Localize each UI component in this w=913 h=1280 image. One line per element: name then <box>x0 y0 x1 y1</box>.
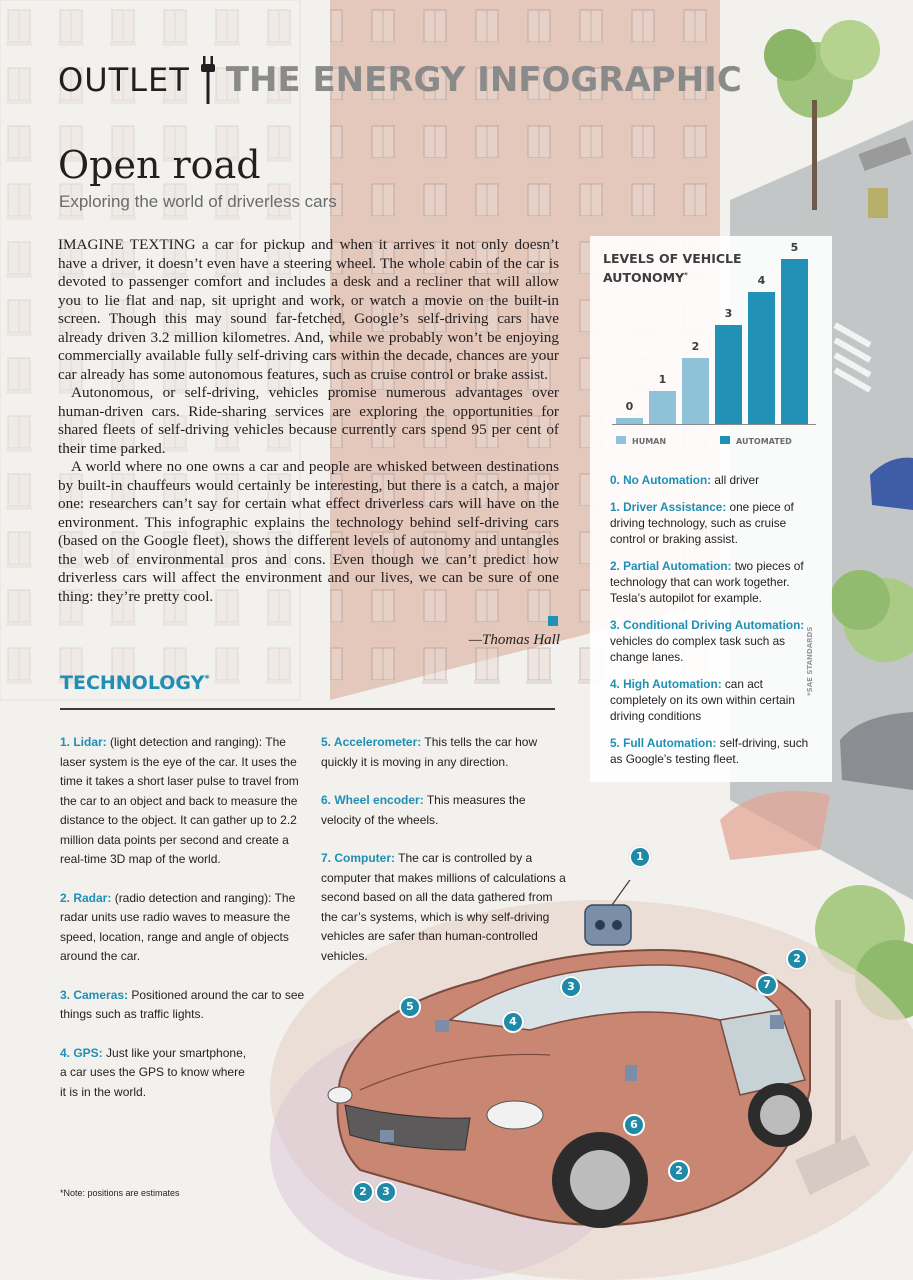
bar-label-1: 1 <box>658 373 667 386</box>
tech-item-text: Positioned around the car to see things such as traffic lights. <box>60 987 305 1021</box>
tech-item-wheel-encoder <box>321 791 551 830</box>
end-mark <box>548 616 558 626</box>
bar-level-3 <box>715 325 742 424</box>
bar-label-2: 2 <box>691 340 700 353</box>
level-text: vehicles do complex task such as change lanes. <box>610 634 786 664</box>
level-definition <box>610 558 820 606</box>
callout-cameras: 3 <box>560 976 582 998</box>
magazine-header <box>58 55 742 105</box>
callout-radar: 2 <box>352 1181 374 1203</box>
technology-column-left <box>60 733 305 1121</box>
callout-cameras: 3 <box>375 1181 397 1203</box>
level-label: 0. No Automation: <box>610 473 712 487</box>
tech-item-radar <box>60 889 305 967</box>
chart-title-asterisk: * <box>684 271 688 279</box>
level-definition <box>610 676 820 724</box>
callout-wheel-encoder: 6 <box>623 1114 645 1136</box>
bar-label-3: 3 <box>724 307 733 320</box>
tech-item-label: 6. Wheel encoder: <box>321 793 424 807</box>
legend-swatch-human <box>616 436 626 444</box>
bar-label-4: 4 <box>757 274 766 287</box>
tech-item-text: The car is controlled by a computer that makes millions of calculations a second based on all the data gathered from the car’s systems, which is why self-driving vehicles are safer than human-controlled vehicles. <box>321 851 566 963</box>
section-title: THE ENERGY INFOGRAPHIC <box>225 60 742 100</box>
chart-title-text: LEVELS OF VEHICLE AUTONOMY <box>603 251 742 286</box>
callout-accelerometer: 5 <box>399 996 421 1018</box>
tech-item-lidar <box>60 733 305 870</box>
technology-heading <box>60 672 210 694</box>
tech-item-text: This tells the car how quickly it is moving in any direction. <box>321 735 538 769</box>
callout-radar: 2 <box>786 948 808 970</box>
plug-icon <box>200 56 216 104</box>
bar-level-1 <box>649 391 676 424</box>
tech-item-cameras <box>60 986 305 1025</box>
legend-swatch-automated <box>720 436 730 444</box>
bar-level-4 <box>748 292 775 424</box>
level-label: 3. Conditional Driving Automation: <box>610 618 805 632</box>
level-definition <box>610 617 820 665</box>
tech-item-text: (light detection and ranging): The laser system is the eye of the car. It uses the time it takes a short laser pulse to travel from the car to an object and back to measure the distance to the object. It can gather up to 2.2 million data points per second and create a real-time 3D map of the world. <box>60 735 299 866</box>
article-paragraph: IMAGINE TEXTING a car for pickup and when it arrives it not only doesn’t have a driver, it doesn’t even have a steering wheel. The whole cabin of the car is devoted to passenger comfort and includes a desk and a recliner that will allow you to lie flat and nap, sit upright and work, or watch a movie on the built-in screen. Though this may sound far-fetched, Google’s self-driving cars have already driven 3.2 million kilometres. And, while we probably won’t be enjoying commercially available fully self-driving cars within the decade, chances are your car already has some autonomous features, such as cruise control or brake assist. <box>58 236 559 383</box>
level-label: 2. Partial Automation: <box>610 559 732 573</box>
tech-item-label: 2. Radar: <box>60 890 112 905</box>
bar-label-0: 0 <box>625 400 634 413</box>
callout-lidar: 1 <box>629 846 651 868</box>
level-label: 4. High Automation: <box>610 677 722 691</box>
tech-item-accelerometer <box>321 733 551 772</box>
tech-item-label: 1. Lidar: <box>60 735 107 749</box>
divider <box>60 708 555 710</box>
callout-gps: 4 <box>502 1011 524 1033</box>
legend-label-human: HUMAN <box>632 437 667 446</box>
callout-radar: 2 <box>668 1160 690 1182</box>
level-definition <box>610 735 820 767</box>
page-subtitle: Exploring the world of driverless cars <box>59 192 337 211</box>
level-text: self-driving, such as Google’s testing fleet. <box>610 736 809 766</box>
level-definitions <box>610 472 820 778</box>
car-illustration <box>300 880 913 1280</box>
tech-item-text: (radio detection and ranging): The radar units use radio waves to measure the speed, location, range and angle of objects around the car. <box>60 890 296 963</box>
tech-item-gps <box>60 1044 250 1103</box>
tech-item-label: 3. Cameras: <box>60 987 129 1002</box>
page-title: Open road <box>58 143 261 187</box>
bar-level-0 <box>616 418 643 424</box>
level-text: all driver <box>711 473 759 487</box>
technology-asterisk: * <box>204 673 210 685</box>
level-label: 1. Driver Assistance: <box>610 500 727 514</box>
tech-item-label: 4. GPS: <box>60 1045 103 1060</box>
article-body <box>58 236 559 606</box>
level-definition <box>610 472 820 488</box>
tech-item-label: 7. Computer: <box>321 851 396 865</box>
bar-level-2 <box>682 358 709 424</box>
footnote: *Note: positions are estimates <box>60 1188 180 1198</box>
bar-level-5 <box>781 259 808 424</box>
level-text: one piece of driving technology, such as cruise control or braking assist. <box>610 500 794 546</box>
legend-label-automated: AUTOMATED <box>736 437 792 446</box>
autonomy-bar-chart <box>590 236 832 466</box>
level-text: can act completely on its own within certain driving conditions <box>610 677 795 723</box>
technology-heading-text: TECHNOLOGY <box>60 672 205 694</box>
article-paragraph: A world where no one owns a car and people are whisked between destinations by built-in chauffeurs would certainly be interesting, but there is a catch, a major one: researchers can’t say for certain what effect driverless cars will have on the environment. This infographic explains the technology behind self-driving cars (based on the Google fleet), shows the different levels of autonomy and untangles the web of environmental pros and cons. Even though we can’t predict how driverless cars will affect the environment and our lives, we can be sure of one thing: they’re pretty cool. <box>58 458 559 605</box>
level-text: two pieces of technology that can work together. Tesla’s autopilot for example. <box>610 559 804 605</box>
bar-label-5: 5 <box>790 241 799 254</box>
source-label: *SAE STANDARDS <box>806 626 814 696</box>
tech-item-text: This measures the velocity of the wheels. <box>321 793 526 827</box>
level-definition <box>610 499 820 547</box>
tech-item-label: 5. Accelerometer: <box>321 735 422 749</box>
autonomy-levels-panel <box>590 236 832 782</box>
byline: —Thomas Hall <box>468 632 560 648</box>
level-label: 5. Full Automation: <box>610 736 717 750</box>
callout-computer: 7 <box>756 974 778 996</box>
article-paragraph: Autonomous, or self-driving, vehicles promise numerous advantages over human-driven cars. Ride-sharing services are exploring the opportunities for shared fleets of self-driving vehicles because currently cars spend 95 per cent of their time parked. <box>58 384 559 457</box>
outlet-label: OUTLET <box>58 61 190 99</box>
tech-item-text: Just like your smartphone, a car uses the GPS to know where it is in the world. <box>60 1045 247 1099</box>
